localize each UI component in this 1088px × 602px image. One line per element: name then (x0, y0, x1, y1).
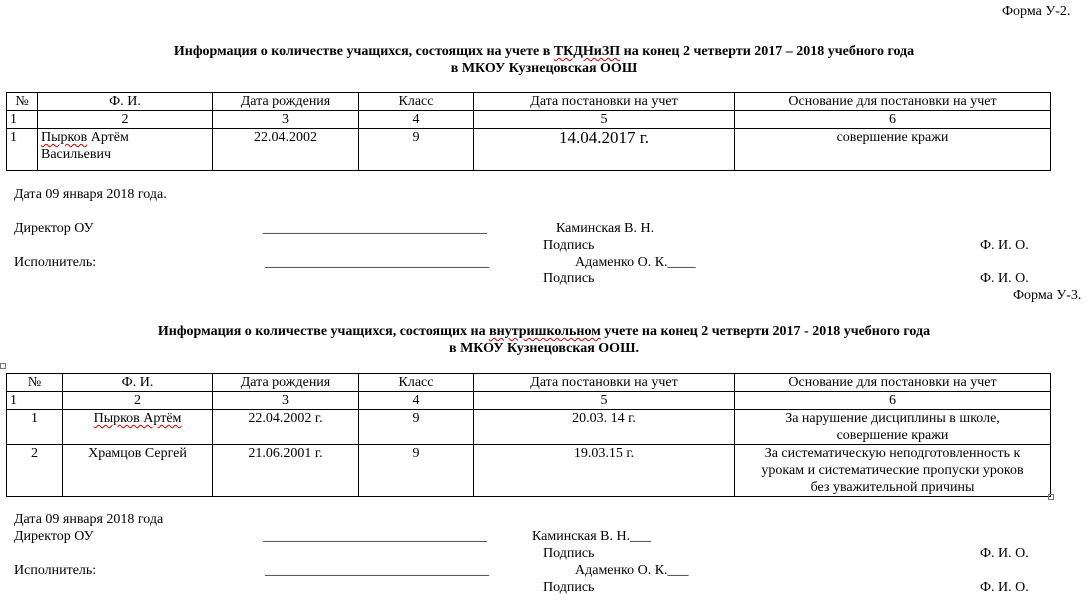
student-name: Храмцов Сергей (63, 445, 213, 497)
class-value: 9 (359, 410, 474, 445)
director-name: Каминская В. Н. (556, 221, 655, 236)
report-date: Дата 09 января 2018 года. (14, 187, 167, 202)
header-cell: Класс (359, 93, 474, 111)
registration-date: 14.04.2017 г. (474, 129, 735, 171)
director-signature-line: ________________________________ (263, 529, 487, 544)
registration-date: 20.03. 14 г. (474, 410, 735, 445)
signature-caption: Подпись (543, 580, 595, 595)
director-name: Каминская В. Н.___ (532, 529, 652, 544)
number-cell: 6 (735, 392, 1051, 410)
form1-title: Информация о количестве учащихся, состоящих на учете в ТКДНиЗП на конец 2 четверти 2017 – 2018 учебного года (173, 44, 915, 59)
number-cell: 2 (38, 111, 213, 129)
fio-caption: Ф. И. О. (980, 546, 1029, 561)
director-label: Директор ОУ (14, 221, 94, 236)
form-label-u2: Форма У-2. (1002, 4, 1071, 19)
executor-signature-line: ________________________________ (265, 563, 489, 578)
header-cell: Основание для постановки на учет (735, 374, 1051, 392)
header-cell: Основание для постановки на учет (735, 93, 1051, 111)
fio-caption: Ф. И. О. (980, 271, 1029, 286)
registration-reason: За нарушение дисциплины в школе, совершение кражи (735, 410, 1051, 445)
number-cell: 3 (213, 111, 359, 129)
registration-reason: совершение кражи (735, 129, 1051, 171)
director-label: Директор ОУ (14, 529, 94, 544)
number-cell: 5 (474, 111, 735, 129)
number-cell: 1 (7, 111, 38, 129)
report-date: Дата 09 января 2018 года (14, 512, 164, 527)
executor-signature-line: ________________________________ (265, 255, 489, 270)
executor-name: Адаменко О. К.___ (575, 563, 689, 578)
header-cell: № (7, 374, 63, 392)
row-number: 2 (7, 445, 63, 497)
class-value: 9 (359, 129, 474, 171)
executor-label: Исполнитель: (14, 255, 97, 270)
form2-title-line2: в МКОУ Кузнецовская ООШ. (449, 341, 639, 356)
number-cell: 4 (359, 111, 474, 129)
org-abbrev: ТКДНиЗП (553, 44, 621, 59)
signature-caption: Подпись (543, 271, 595, 286)
fio-caption: Ф. И. О. (980, 238, 1029, 253)
number-cell: 2 (63, 392, 213, 410)
registration-reason: За систематическую неподготовленность к урокам и систематические пропуски уроков без уважительной причины (735, 445, 1051, 497)
header-cell: Ф. И. (63, 374, 213, 392)
number-cell: 6 (735, 111, 1051, 129)
birth-date: 22.04.2002 г. (213, 410, 359, 445)
form1-title-line2: в МКОУ Кузнецовская ООШ (450, 61, 638, 76)
table-row (7, 129, 1051, 171)
form2-table (6, 373, 1051, 497)
form1-table (6, 92, 1051, 171)
header-cell: № (7, 93, 38, 111)
table-number-row (7, 392, 1051, 410)
student-name: Пырков Артём (63, 410, 213, 445)
director-signature-line: ________________________________ (263, 221, 487, 236)
birth-date: 22.04.2002 (213, 129, 359, 171)
school-level: внутришкольном (489, 324, 601, 339)
row-number: 1 (7, 410, 63, 445)
number-cell: 3 (213, 392, 359, 410)
table-row (7, 445, 1051, 497)
registration-date: 19.03.15 г. (474, 445, 735, 497)
number-cell: 5 (474, 392, 735, 410)
table-number-row (7, 111, 1051, 129)
form-label-u3: Форма У-3. (1013, 288, 1082, 303)
student-name: Пырков Артём Васильевич (38, 129, 213, 171)
class-value: 9 (359, 445, 474, 497)
number-cell: 4 (359, 392, 474, 410)
table-resize-handle-icon[interactable] (1048, 494, 1054, 500)
table-row (7, 410, 1051, 445)
header-cell: Дата постановки на учет (474, 93, 735, 111)
fio-caption: Ф. И. О. (980, 580, 1029, 595)
birth-date: 21.06.2001 г. (213, 445, 359, 497)
header-cell: Класс (359, 374, 474, 392)
executor-label: Исполнитель: (14, 563, 97, 578)
header-cell: Дата постановки на учет (474, 374, 735, 392)
signature-caption: Подпись (543, 546, 595, 561)
number-cell: 1 (7, 392, 63, 410)
signature-caption: Подпись (543, 238, 595, 253)
table-header-row (7, 374, 1051, 392)
form2-title: Информация о количестве учащихся, состоящих на внутришкольном учете на конец 2 четверти 2017 - 2018 учебного года (157, 324, 931, 339)
table-move-handle-icon[interactable] (0, 363, 6, 369)
table-header-row (7, 93, 1051, 111)
header-cell: Дата рождения (213, 374, 359, 392)
row-number: 1 (7, 129, 38, 171)
executor-name: Адаменко О. К.____ (575, 255, 696, 270)
header-cell: Дата рождения (213, 93, 359, 111)
header-cell: Ф. И. (38, 93, 213, 111)
